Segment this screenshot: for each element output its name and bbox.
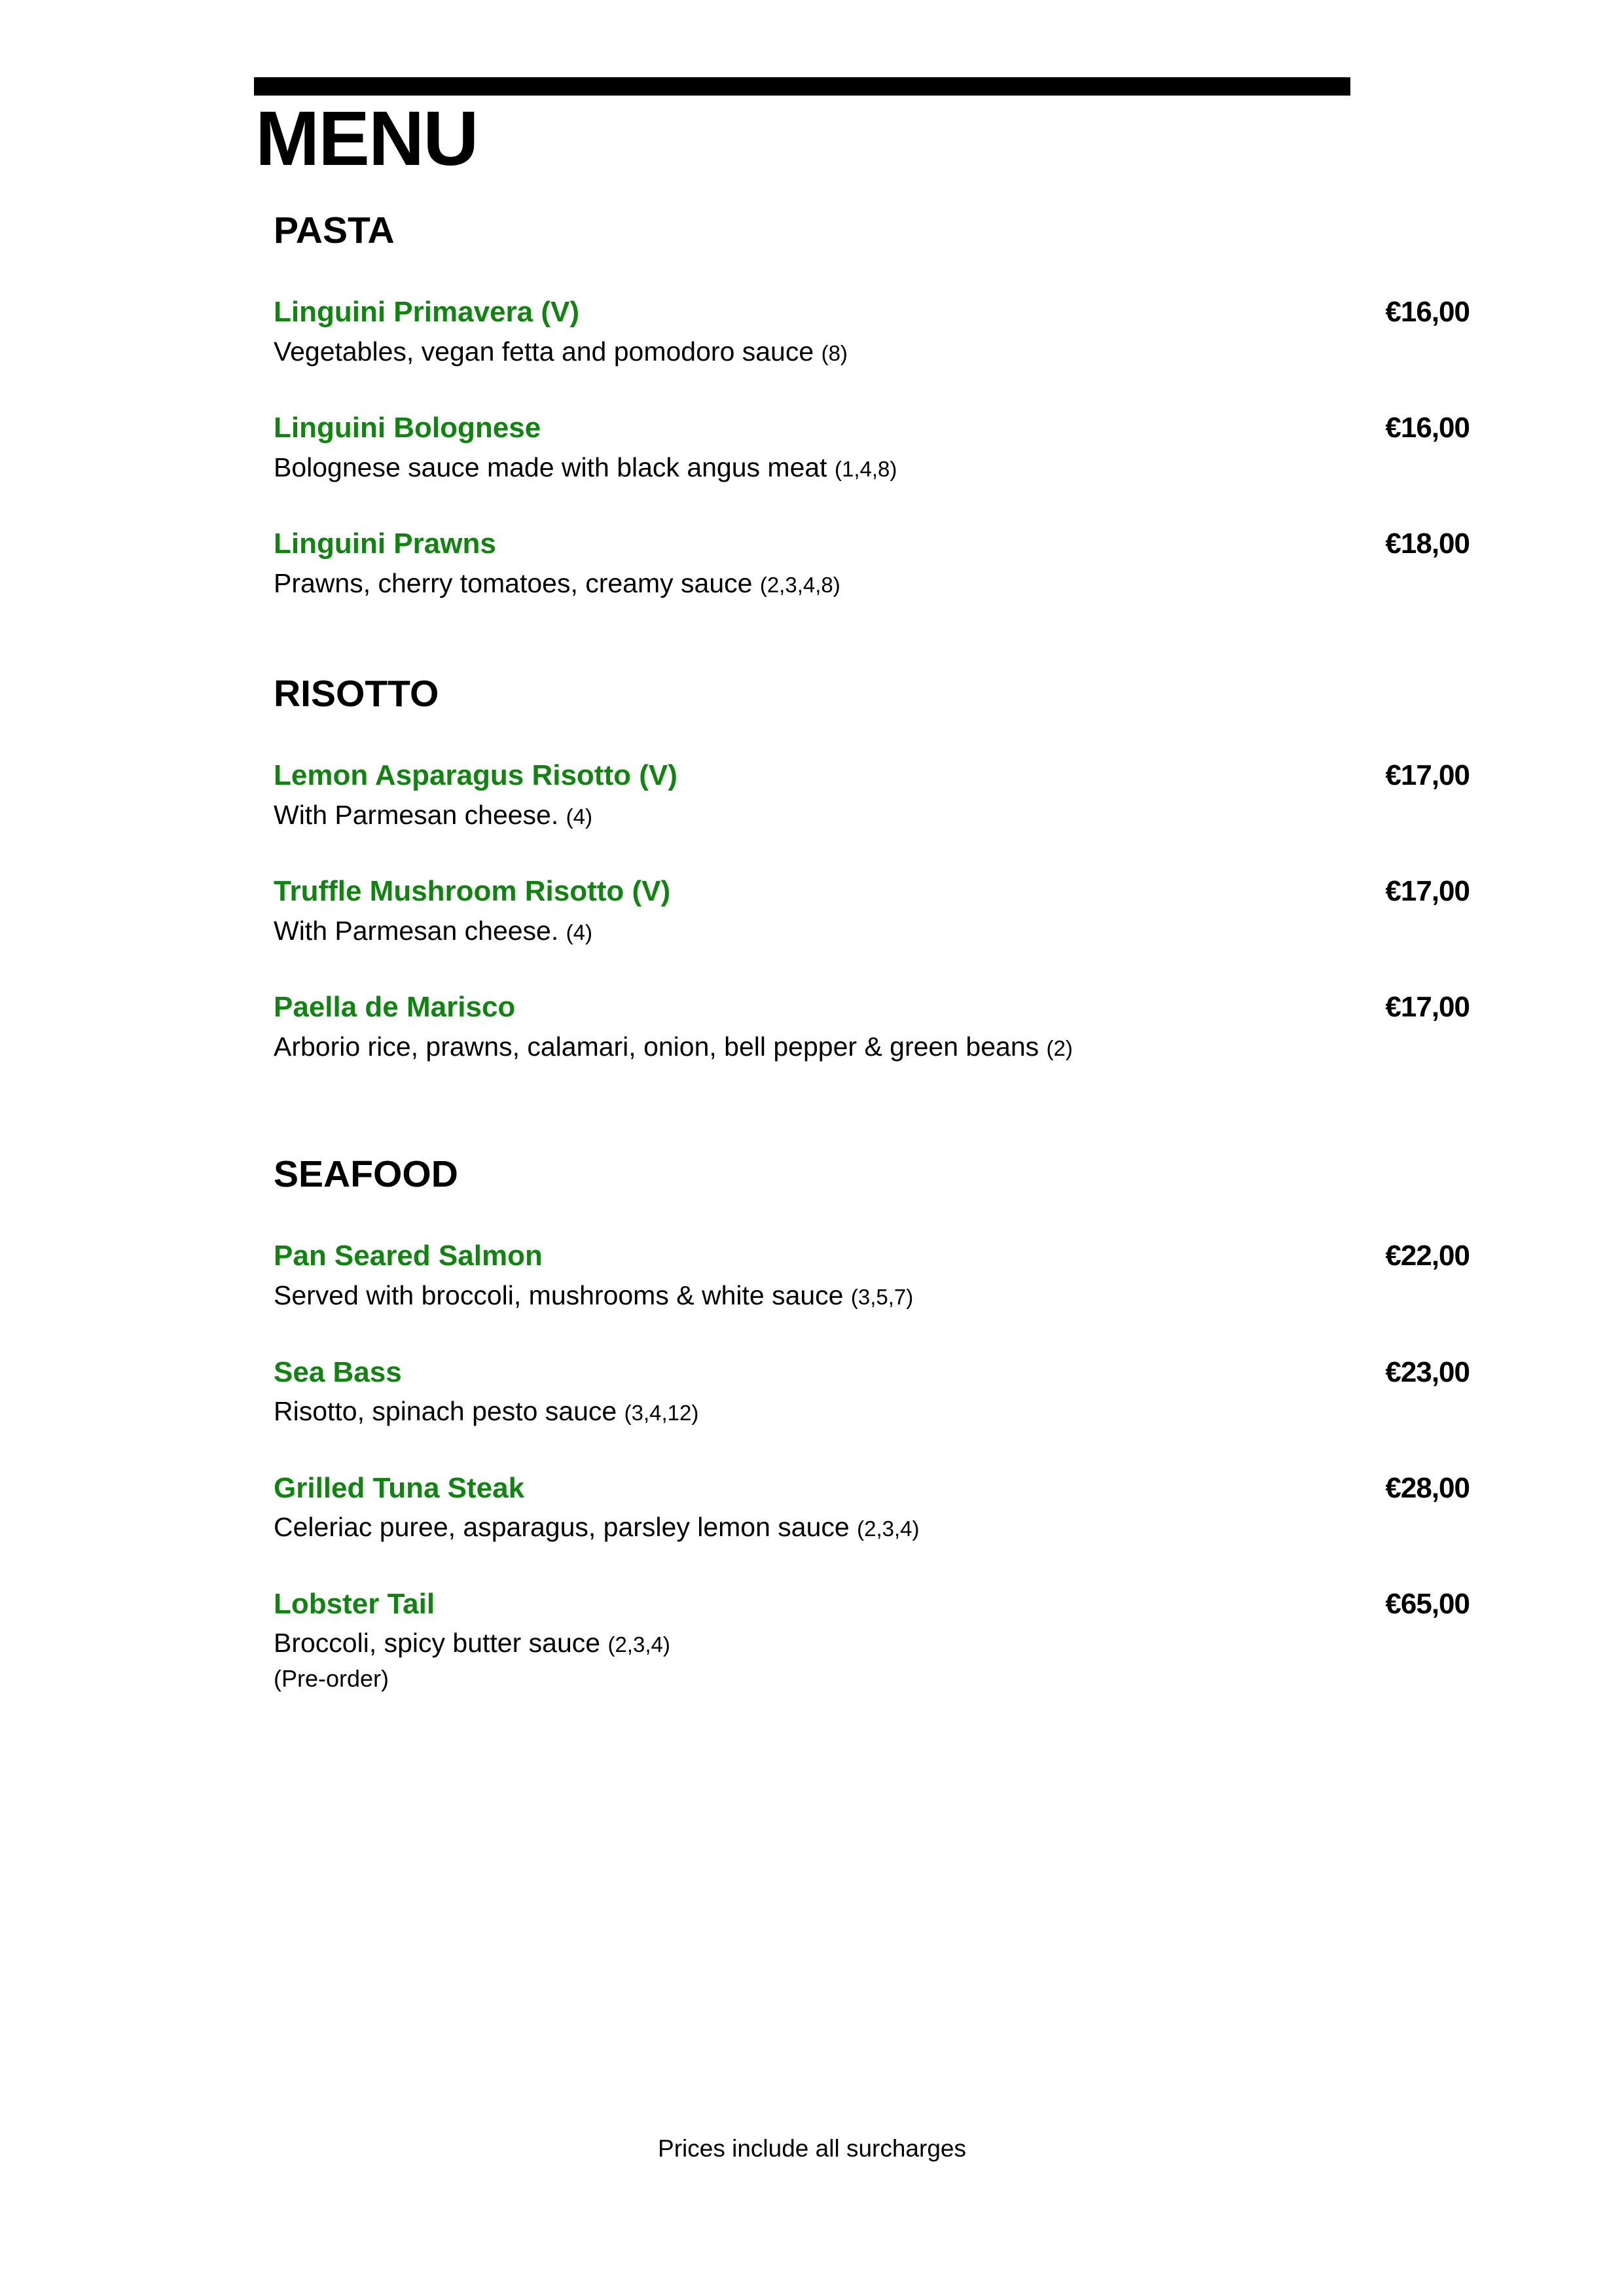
allergen-codes: (4) <box>566 804 592 829</box>
menu-item-description-text: Risotto, spinach pesto sauce <box>274 1396 617 1427</box>
menu-item-description <box>274 451 1470 484</box>
allergen-codes: (1,4,8) <box>834 457 897 482</box>
menu-item-note: (Pre-order) <box>274 1664 389 1692</box>
menu-item-title: Lobster Tail <box>274 1587 435 1620</box>
section-header: PASTA <box>274 209 395 251</box>
allergen-codes: (4) <box>566 920 592 944</box>
menu-item-row <box>274 990 1470 1025</box>
menu-sections <box>274 208 1470 1693</box>
menu-item-price: €16,00 <box>1385 412 1470 444</box>
menu-item <box>274 1587 1470 1693</box>
menu-item-title: Pan Seared Salmon <box>274 1240 543 1272</box>
menu-item <box>274 1355 1470 1429</box>
menu-item-description <box>274 567 1470 600</box>
menu-item-price: €16,00 <box>1385 296 1470 329</box>
menu-item-description <box>274 335 1470 368</box>
menu-item-price: €23,00 <box>1385 1355 1470 1388</box>
menu-item-price: €65,00 <box>1385 1587 1470 1620</box>
menu-section-risotto <box>274 672 1470 1064</box>
menu-item-row <box>274 527 1470 562</box>
menu-item-row <box>274 1471 1470 1506</box>
page-title: MENU <box>255 96 478 182</box>
menu-item-title: Lemon Asparagus Risotto (V) <box>274 759 677 791</box>
menu-item-title: Truffle Mushroom Risotto (V) <box>274 874 671 907</box>
menu-item <box>274 527 1470 600</box>
section-header: SEAFOOD <box>274 1153 458 1196</box>
menu-item-title: Paella de Marisco <box>274 991 516 1024</box>
menu-item-title: Linguini Primavera (V) <box>274 296 579 329</box>
menu-item <box>274 874 1470 948</box>
allergen-codes: (2,3,4) <box>857 1516 920 1541</box>
menu-item-row <box>274 295 1470 330</box>
menu-item-row <box>274 1239 1470 1274</box>
menu-item-price: €22,00 <box>1385 1240 1470 1272</box>
menu-item-description-text: Arborio rice, prawns, calamari, onion, bell pepper & green beans <box>274 1031 1039 1062</box>
menu-item-description-text: With Parmesan cheese. <box>274 799 559 830</box>
menu-item-description-text: Celeriac puree, asparagus, parsley lemon sauce <box>274 1512 850 1543</box>
menu-item-price: €28,00 <box>1385 1471 1470 1504</box>
menu-item-price: €17,00 <box>1385 759 1470 791</box>
allergen-codes: (2,3,4,8) <box>759 573 840 598</box>
allergen-codes: (8) <box>821 341 848 366</box>
menu-item-description-text: Served with broccoli, mushrooms & white sauce <box>274 1280 844 1311</box>
menu-item-price: €17,00 <box>1385 991 1470 1024</box>
menu-item-title: Linguini Bolognese <box>274 412 541 444</box>
menu-item-price: €17,00 <box>1385 874 1470 907</box>
menu-item <box>274 411 1470 484</box>
menu-item-description <box>274 1626 1470 1660</box>
menu-item-price: €18,00 <box>1385 528 1470 560</box>
menu-item-description <box>274 914 1470 948</box>
allergen-codes: (2,3,4) <box>607 1632 670 1657</box>
footer-note: Prices include all surcharges <box>658 2135 966 2162</box>
allergen-codes: (2) <box>1046 1035 1073 1060</box>
menu-item-description-text: Bolognese sauce made with black angus meat <box>274 452 827 483</box>
menu-item <box>274 990 1470 1064</box>
menu-item-title: Linguini Prawns <box>274 528 496 560</box>
menu-item <box>274 1239 1470 1312</box>
menu-item <box>274 1471 1470 1545</box>
menu-section-seafood <box>274 1152 1470 1693</box>
menu-section-pasta <box>274 208 1470 601</box>
menu-item-title: Grilled Tuna Steak <box>274 1471 525 1504</box>
menu-item-row <box>274 759 1470 793</box>
menu-item-description <box>274 1511 1470 1544</box>
menu-item-description <box>274 1279 1470 1312</box>
allergen-codes: (3,5,7) <box>850 1285 914 1310</box>
menu-item-description <box>274 1030 1470 1064</box>
menu-item-row <box>274 1355 1470 1390</box>
section-header: RISOTTO <box>274 672 439 715</box>
menu-item <box>274 759 1470 832</box>
menu-item-description-text: Vegetables, vegan fetta and pomodoro sauce <box>274 336 814 367</box>
menu-item-row <box>274 1587 1470 1622</box>
menu-item-row <box>274 874 1470 909</box>
header-bar <box>254 77 1350 96</box>
menu-item-description-text: With Parmesan cheese. <box>274 915 559 946</box>
menu-item-row <box>274 411 1470 446</box>
menu-item-description <box>274 798 1470 832</box>
menu-item <box>274 295 1470 368</box>
allergen-codes: (3,4,12) <box>624 1401 699 1426</box>
menu-item-description-text: Broccoli, spicy butter sauce <box>274 1628 601 1659</box>
menu-item-description <box>274 1395 1470 1428</box>
menu-item-title: Sea Bass <box>274 1355 402 1388</box>
menu-item-description-text: Prawns, cherry tomatoes, creamy sauce <box>274 568 753 599</box>
